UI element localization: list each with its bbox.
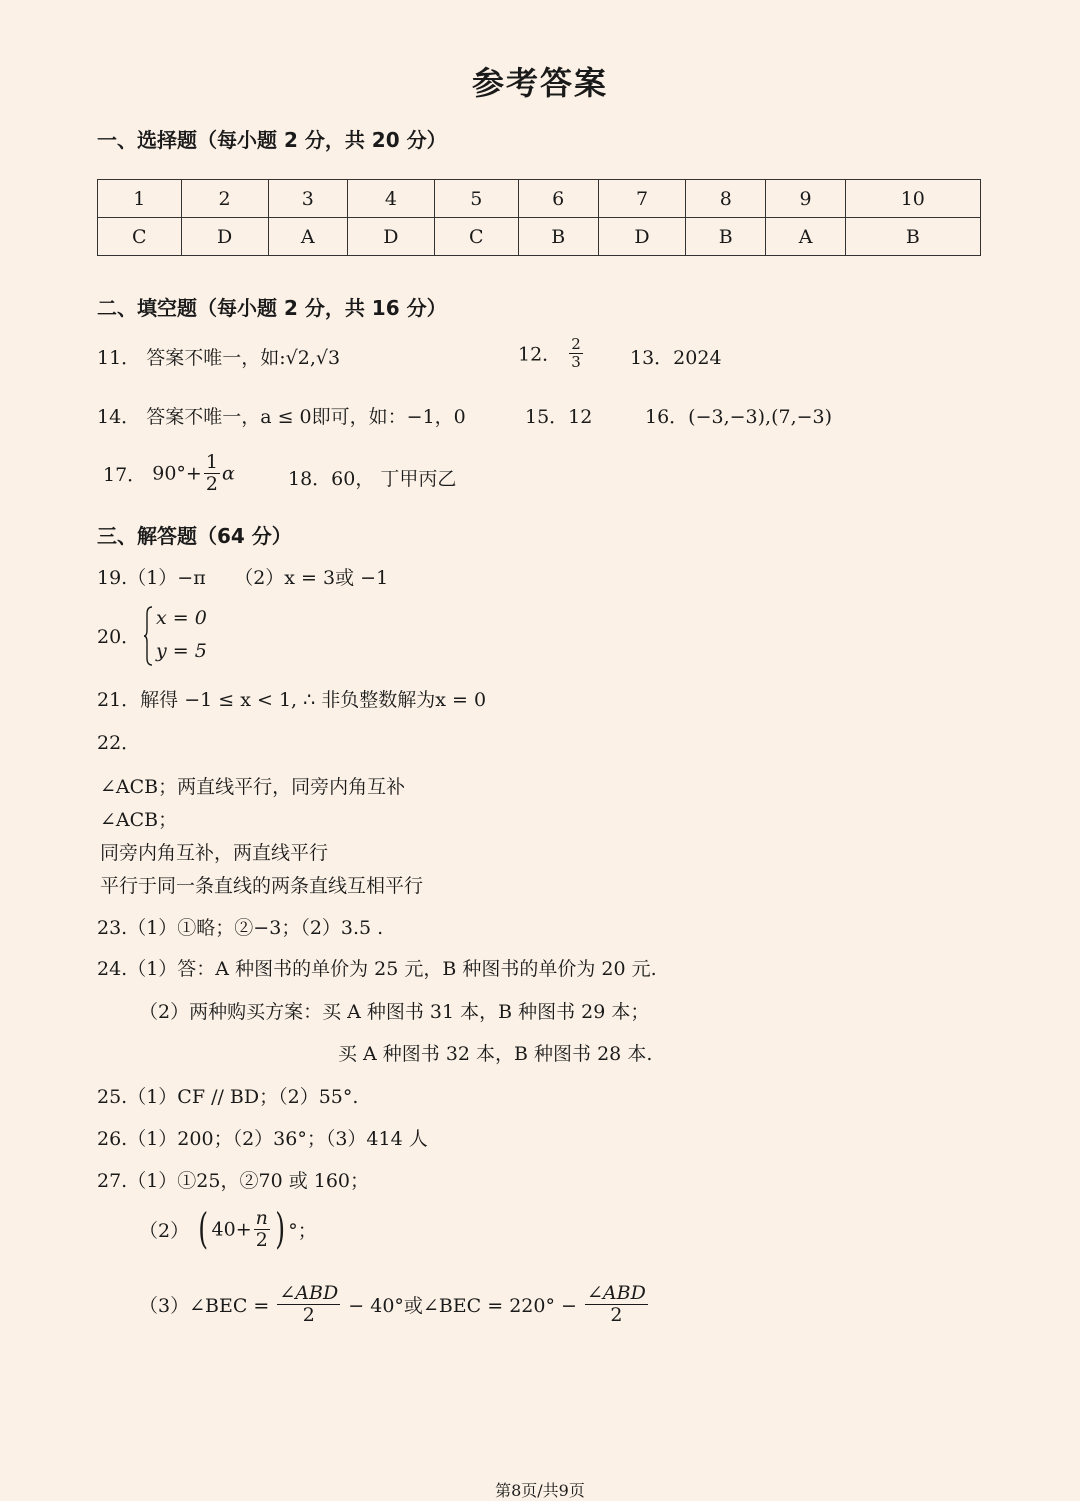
table-cell: B: [686, 218, 766, 256]
answer-table: [97, 179, 981, 256]
brace-icon: [143, 606, 153, 666]
q22: 22．: [97, 732, 141, 754]
q13: 13．2024: [630, 347, 722, 369]
q27-part1: 27.（1）①25，②70 或 160；: [97, 1170, 370, 1192]
q17-part-b: α: [221, 462, 235, 485]
q17-numerator: 1: [205, 451, 218, 473]
q17-number: 17．: [103, 463, 147, 486]
table-cell: D: [598, 218, 685, 256]
q24-part3: 买 A 种图书 32 本，B 种图书 28 本.: [338, 1043, 653, 1065]
q27-3-fraction2: [585, 1283, 648, 1326]
q27-part2: [139, 1204, 317, 1254]
q12: [518, 336, 585, 370]
table-cell: D: [181, 218, 268, 256]
q24-part2: （2）两种购买方案：买 A 种图书 31 本，B 种图书 29 本；: [139, 1001, 650, 1023]
table-cell: D: [347, 218, 434, 256]
q20-line2: y = 5: [156, 640, 207, 662]
table-cell: 9: [766, 180, 845, 218]
q16: 16．(−3,−3),(7,−3): [645, 406, 833, 428]
table-cell: 4: [347, 180, 434, 218]
q27-3-mid: − 40°或∠BEC = 220° −: [348, 1294, 577, 1317]
table-row-answers: [98, 218, 981, 256]
q14-answer: 答案不唯一，a ≤ 0即可，如：−1，0: [146, 406, 466, 428]
q23: 23.（1）①略；②−3；（2）3.5 .: [97, 917, 384, 939]
q27-2-b: °；: [288, 1219, 317, 1242]
q17-fraction: [204, 452, 220, 495]
q12-fraction: [569, 336, 583, 370]
q11: [97, 343, 340, 370]
table-cell: 8: [686, 180, 766, 218]
q22-line: ∠ACB；: [100, 809, 178, 831]
table-cell: 3: [268, 180, 347, 218]
q14: [97, 402, 466, 429]
q27-2-label: （2）: [139, 1219, 190, 1242]
q27-3-denominator1: 2: [302, 1303, 315, 1326]
q20-number: 20．: [97, 626, 141, 648]
section2-heading: 二、填空题（每小题 2 分，共 16 分）: [97, 296, 447, 320]
q17-denominator: 2: [205, 472, 218, 495]
q11-answer: 答案不唯一，如:√2,√3: [146, 347, 341, 369]
table-cell: A: [268, 218, 347, 256]
q22-line: 平行于同一条直线的两条直线互相平行: [100, 875, 424, 897]
q27-3-numerator1: ∠ABD: [279, 1282, 339, 1304]
q12-number: 12．: [518, 343, 562, 366]
q25: 25.（1）CF // BD；（2）55°.: [97, 1086, 359, 1108]
section3-heading: 三、解答题（64 分）: [97, 524, 292, 548]
table-cell: B: [518, 218, 598, 256]
table-cell: C: [435, 218, 519, 256]
q27-2-denominator: 2: [255, 1228, 268, 1251]
table-cell: A: [766, 218, 845, 256]
q27-2-fraction: [254, 1208, 270, 1251]
table-cell: B: [845, 218, 980, 256]
q19: 19.（1）−π （2）x = 3或 −1: [97, 567, 389, 589]
section1-heading: 一、选择题（每小题 2 分，共 20 分）: [97, 128, 447, 152]
page-footer: 第8页/共9页: [495, 1481, 585, 1500]
q22-line: 同旁内角互补，两直线平行: [100, 842, 329, 864]
table-cell: 5: [435, 180, 519, 218]
page-title: 参考答案: [471, 64, 608, 102]
q12-denominator: 3: [571, 352, 581, 371]
table-cell: C: [98, 218, 182, 256]
q20-line1: x = 0: [156, 607, 207, 629]
table-cell: 10: [845, 180, 980, 218]
q27-2-numerator: n: [255, 1207, 268, 1229]
table-cell: 7: [598, 180, 685, 218]
q15: 15．12: [525, 406, 593, 428]
q17-part-a: 90°+: [152, 462, 202, 485]
q27-2-a: 40+: [211, 1218, 252, 1241]
q27-3-denominator2: 2: [610, 1303, 623, 1326]
q14-number: 14．: [97, 406, 141, 428]
q21: 21．解得 −1 ≤ x < 1, ∴ 非负整数解为x = 0: [97, 689, 487, 711]
q26: 26.（1）200；（2）36°；（3）414 人: [97, 1128, 428, 1150]
table-row-numbers: [98, 180, 981, 218]
left-paren-icon: (: [198, 1204, 209, 1254]
q22-line: ∠ACB；两直线平行，同旁内角互补: [100, 776, 406, 798]
q27-part3: [139, 1283, 650, 1326]
table-cell: 6: [518, 180, 598, 218]
table-cell: 2: [181, 180, 268, 218]
q11-number: 11．: [97, 347, 141, 369]
q12-numerator: 2: [571, 335, 581, 353]
q27-3-numerator2: ∠ABD: [586, 1282, 646, 1304]
table-cell: 1: [98, 180, 182, 218]
q27-3-label: （3）∠BEC =: [139, 1294, 270, 1317]
q24-part1: 24.（1）答：A 种图书的单价为 25 元，B 种图书的单价为 20 元.: [97, 958, 657, 980]
q18: 18．60， 丁甲丙乙: [288, 468, 457, 490]
q27-3-fraction1: [277, 1283, 340, 1326]
right-paren-icon: ): [275, 1204, 286, 1254]
q17: [103, 452, 235, 495]
